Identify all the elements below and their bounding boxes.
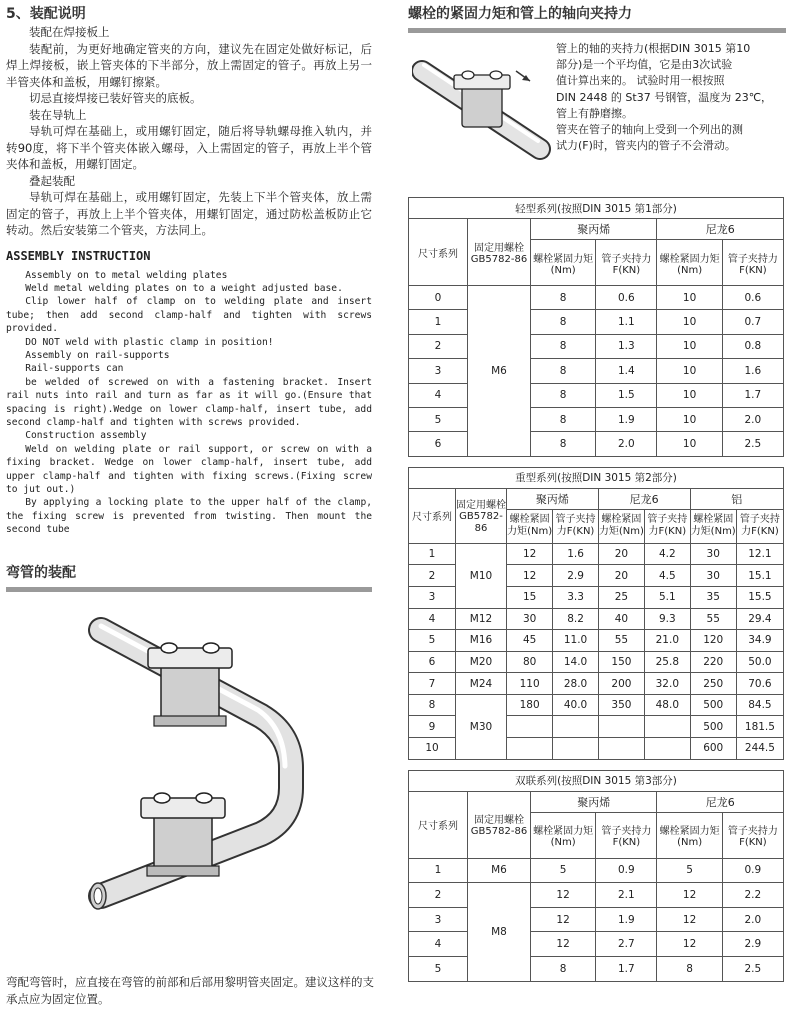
heavy-pp-torque: 12 <box>507 543 553 565</box>
section-rule <box>6 587 372 592</box>
light-pp-torque: 8 <box>531 286 596 310</box>
light-ny-force: 2.5 <box>722 432 783 456</box>
heavy-h-torque-3: 螺栓紧固力矩(Nm) <box>690 509 736 543</box>
light-ny-force: 0.6 <box>722 286 783 310</box>
en-para-6: Rail-supports can <box>25 363 124 375</box>
heavy-al-torque: 30 <box>690 565 736 587</box>
dual-size: 2 <box>409 883 468 908</box>
light-size: 2 <box>409 334 468 358</box>
heavy-pp-force: 14.0 <box>553 651 598 673</box>
heavy-ny-torque <box>598 738 644 760</box>
dual-pp-force: 1.7 <box>596 957 657 982</box>
table-row <box>409 543 784 565</box>
dual-size: 5 <box>409 957 468 982</box>
light-pp-force: 1.3 <box>596 334 657 358</box>
dual-pp-force: 0.9 <box>596 858 657 883</box>
intro-block <box>408 37 786 187</box>
light-h-bolt-label: 固定用螺栓 <box>474 242 524 254</box>
light-size: 4 <box>409 383 468 407</box>
cn-para-1: 装配在焊接板上 <box>29 25 110 39</box>
light-pp-torque: 8 <box>531 383 596 407</box>
intro-line-4: DIN 2448 的 St37 号钢管，温度为 23℃， <box>556 90 773 104</box>
heavy-bolt: M24 <box>456 673 507 695</box>
heavy-ny-torque: 40 <box>598 608 644 630</box>
table-row <box>409 334 784 358</box>
light-ny-torque: 10 <box>657 407 722 431</box>
heavy-al-force: 84.5 <box>736 694 783 716</box>
heavy-ny-force: 4.5 <box>645 565 690 587</box>
light-ny-torque: 10 <box>657 432 722 456</box>
heavy-ny-force: 25.8 <box>645 651 690 673</box>
light-pp-force: 1.1 <box>596 310 657 334</box>
dual-pp-torque: 12 <box>531 907 596 932</box>
dual-size: 4 <box>409 932 468 957</box>
en-para-1: Assembly on to metal welding plates <box>25 269 228 281</box>
table-row <box>409 432 784 456</box>
light-size: 1 <box>409 310 468 334</box>
en-title: ASSEMBLY INSTRUCTION <box>6 248 151 263</box>
dual-h-std: GB5782-86 <box>470 826 528 838</box>
table-row <box>409 310 784 334</box>
intro-line-7: 试力(F)时，管夹内的管子不会滑动。 <box>556 139 736 153</box>
heavy-g3: 铝 <box>690 488 783 509</box>
heavy-al-force: 50.0 <box>736 651 783 673</box>
table-row <box>409 883 784 908</box>
heavy-h-torque-2: 螺栓紧固力矩(Nm) <box>598 509 644 543</box>
heavy-size: 7 <box>409 673 456 695</box>
heavy-pp-torque: 80 <box>507 651 553 673</box>
light-pp-torque: 8 <box>531 334 596 358</box>
dual-ny-force: 0.9 <box>722 858 783 883</box>
light-caption: 轻型系列(按照DIN 3015 第1部分) <box>409 198 784 219</box>
heavy-size: 1 <box>409 543 456 565</box>
heavy-pp-force <box>553 716 598 738</box>
en-para-5: Assembly on rail-supports <box>25 349 170 361</box>
dual-ny-force: 2.9 <box>722 932 783 957</box>
en-para-2: Weld metal welding plates on to a weight adjusted base. <box>25 282 343 294</box>
en-para-10: By applying a locking plate to the upper half of the clamp, the fixing screw is prevented from twisting. Then mount the second tube <box>6 497 372 536</box>
heavy-g2: 尼龙6 <box>598 488 690 509</box>
intro-line-3: 值计算出来的。 试验时用一根按照 <box>556 74 725 88</box>
dual-h-torque-2: 螺栓紧固力矩(Nm) <box>657 812 722 858</box>
heavy-caption: 重型系列(按照DIN 3015 第2部分) <box>409 467 784 488</box>
heavy-ny-force <box>645 738 690 760</box>
heavy-h-bolt <box>456 488 507 543</box>
dual-size: 1 <box>409 858 468 883</box>
heavy-ny-force <box>645 716 690 738</box>
light-ny-force: 2.0 <box>722 407 783 431</box>
heavy-al-torque: 500 <box>690 716 736 738</box>
heavy-ny-torque: 150 <box>598 651 644 673</box>
heavy-h-force-2: 管子夹持力F(KN) <box>645 509 690 543</box>
light-pp-torque: 8 <box>531 407 596 431</box>
dual-ny-force: 2.0 <box>722 907 783 932</box>
heavy-pp-force: 28.0 <box>553 673 598 695</box>
en-para-8: Construction assembly <box>25 430 147 442</box>
heavy-size: 5 <box>409 630 456 652</box>
table-row <box>409 286 784 310</box>
heavy-pp-force: 40.0 <box>553 694 598 716</box>
heavy-g1: 聚丙烯 <box>507 488 599 509</box>
dual-h-bolt-label: 固定用螺栓 <box>474 815 524 827</box>
right-column <box>408 4 786 982</box>
intro-line-2: 部分)是一个平均值，它是由3次试验 <box>556 58 733 72</box>
dual-ny-torque: 8 <box>657 957 722 982</box>
table-row <box>409 932 784 957</box>
heavy-al-torque: 55 <box>690 608 736 630</box>
light-size: 5 <box>409 407 468 431</box>
table-row <box>409 858 784 883</box>
light-ny-force: 0.8 <box>722 334 783 358</box>
dual-ny-torque: 12 <box>657 907 722 932</box>
dual-h-bolt <box>468 791 531 858</box>
light-ny-force: 1.6 <box>722 359 783 383</box>
heavy-al-force: 181.5 <box>736 716 783 738</box>
heavy-pp-force: 8.2 <box>553 608 598 630</box>
heavy-al-torque: 30 <box>690 543 736 565</box>
dual-size: 3 <box>409 907 468 932</box>
heavy-pp-force: 11.0 <box>553 630 598 652</box>
light-h-std: GB5782-86 <box>470 253 528 265</box>
intro-line-5: 管上有静磨擦。 <box>556 106 633 120</box>
cn-para-2: 装配前，为更好地确定管夹的方向，建议先在固定处做好标记，后焊上焊接板，嵌上管夹体的下半部分，放上需固定的管子。再放上另一半管夹体和盖板，用螺钉擦紧。 <box>6 41 372 89</box>
heavy-al-force: 15.1 <box>736 565 783 587</box>
table-row <box>409 651 784 673</box>
heavy-bolt: M12 <box>456 608 507 630</box>
bend-paragraph: 弯配弯管时，应直接在弯管的前部和后部用黎明管夹固定。建议这样的支承点应为固定位置。 <box>6 975 374 1006</box>
light-pp-force: 1.4 <box>596 359 657 383</box>
lower-clamp <box>141 793 225 876</box>
dual-caption: 双联系列(按照DIN 3015 第3部分) <box>409 770 784 791</box>
heavy-ny-torque: 25 <box>598 586 644 608</box>
cn-para-5: 导轨可焊在基础上，或用螺钉固定，随后将导轨螺母推入轨内，并转90度，将下半个管夹体嵌入螺母，入上需固定的管子，再放上半个管夹体和盖板，用螺钉固定。 <box>6 124 372 171</box>
upper-clamp <box>148 643 232 726</box>
dual-h-size: 尺寸系列 <box>409 791 468 858</box>
light-size: 3 <box>409 359 468 383</box>
heavy-ny-torque: 350 <box>598 694 644 716</box>
dual-ny-torque: 12 <box>657 883 722 908</box>
section-title: 5、装配说明 <box>6 6 86 22</box>
heavy-pp-torque: 15 <box>507 586 553 608</box>
dual-pp-force: 2.1 <box>596 883 657 908</box>
intro-text <box>556 41 786 154</box>
heavy-bolt: M10 <box>456 543 507 608</box>
table-row <box>409 608 784 630</box>
dual-pp-force: 1.9 <box>596 907 657 932</box>
heavy-ny-force: 4.2 <box>645 543 690 565</box>
bend-title: 弯管的装配 <box>6 564 76 581</box>
intro-line-6: 管夹在管子的轴向上受到一个列出的测 <box>556 123 743 137</box>
heavy-al-torque: 250 <box>690 673 736 695</box>
en-para-3: Clip lower half of clamp on to welding plate and insert tube; then add second clamp-half and tighten with screws provided. <box>6 296 372 335</box>
dual-bolt: M8 <box>468 883 531 981</box>
heavy-h-std: GB5782-86 <box>459 511 503 535</box>
cn-para-4: 装在导轨上 <box>29 107 87 122</box>
heavy-al-torque: 600 <box>690 738 736 760</box>
heavy-bolt: M16 <box>456 630 507 652</box>
light-ny-torque: 10 <box>657 286 722 310</box>
left-column <box>6 4 372 918</box>
light-ny-torque: 10 <box>657 334 722 358</box>
heavy-bolt: M20 <box>456 651 507 673</box>
heavy-pp-force: 1.6 <box>553 543 598 565</box>
table-row <box>409 630 784 652</box>
heavy-pp-torque <box>507 738 553 760</box>
heavy-size: 8 <box>409 694 456 716</box>
light-ny-force: 1.7 <box>722 383 783 407</box>
heavy-al-torque: 35 <box>690 586 736 608</box>
cn-para-3: 切忌直接焊接已装好管夹的底板。 <box>29 91 202 105</box>
heavy-ny-torque: 20 <box>598 543 644 565</box>
heavy-ny-torque: 20 <box>598 565 644 587</box>
dual-ny-torque: 5 <box>657 858 722 883</box>
heavy-al-force: 244.5 <box>736 738 783 760</box>
heavy-h-size: 尺寸系列 <box>409 488 456 543</box>
heavy-ny-force: 9.3 <box>645 608 690 630</box>
light-pp-force: 1.5 <box>596 383 657 407</box>
cn-para-7: 导轨可焊在基础上，或用螺钉固定，先装上下半个管夹体，放上需固定的管子，再放上上半个管夹体，用螺钉固定，通过防松盖板防止它转动。然后安装第二个管夹，方法同上。 <box>6 190 372 237</box>
table-row <box>409 359 784 383</box>
dual-ny-force: 2.5 <box>722 957 783 982</box>
clamp-test-illustration <box>412 53 552 163</box>
heavy-ny-force: 5.1 <box>645 586 690 608</box>
dual-ny-force: 2.2 <box>722 883 783 908</box>
heavy-h-torque-1: 螺栓紧固力矩(Nm) <box>507 509 553 543</box>
heavy-size: 10 <box>409 738 456 760</box>
heavy-ny-force: 21.0 <box>645 630 690 652</box>
light-pp-force: 1.9 <box>596 407 657 431</box>
light-bolt: M6 <box>468 286 531 457</box>
heavy-pp-torque: 180 <box>507 694 553 716</box>
dual-pp-torque: 12 <box>531 883 596 908</box>
dual-g2: 尼龙6 <box>657 791 784 812</box>
heavy-al-force: 29.4 <box>736 608 783 630</box>
light-h-size: 尺寸系列 <box>409 219 468 286</box>
dual-pp-torque: 12 <box>531 932 596 957</box>
light-g1: 聚丙烯 <box>531 219 657 240</box>
dual-h-torque-1: 螺栓紧固力矩(Nm) <box>531 812 596 858</box>
heavy-ny-force: 48.0 <box>645 694 690 716</box>
heavy-size: 3 <box>409 586 456 608</box>
dual-h-force-2: 管子夹持力F(KN) <box>722 812 783 858</box>
dual-ny-torque: 12 <box>657 932 722 957</box>
heavy-al-force: 34.9 <box>736 630 783 652</box>
heavy-bolt: M30 <box>456 694 507 759</box>
intro-line-1: 管上的轴的夹持力(根据DIN 3015 第10 <box>556 42 751 55</box>
heavy-size: 2 <box>409 565 456 587</box>
light-pp-torque: 8 <box>531 310 596 334</box>
table-row <box>409 673 784 695</box>
heavy-pp-force <box>553 738 598 760</box>
heavy-ny-torque <box>598 716 644 738</box>
en-para-7: be welded of screwed on with a fastening bracket. Insert rail nuts into rail and turn as far as it will go.(Ensure that spacing is right).Wedge on lower clamp-half, insert tube, add second clamp-half and tighten with screws provided. <box>6 376 372 428</box>
heavy-size: 9 <box>409 716 456 738</box>
light-pp-torque: 8 <box>531 432 596 456</box>
light-size: 6 <box>409 432 468 456</box>
heavy-al-torque: 500 <box>690 694 736 716</box>
heavy-pp-force: 2.9 <box>553 565 598 587</box>
light-pp-force: 0.6 <box>596 286 657 310</box>
dual-pp-force: 2.7 <box>596 932 657 957</box>
heavy-size: 6 <box>409 651 456 673</box>
heavy-al-force: 15.5 <box>736 586 783 608</box>
heavy-ny-force: 32.0 <box>645 673 690 695</box>
heavy-series-table <box>408 467 784 760</box>
dual-pp-torque: 5 <box>531 858 596 883</box>
light-ny-torque: 10 <box>657 359 722 383</box>
heavy-pp-torque: 45 <box>507 630 553 652</box>
light-h-force-2: 管子夹持力F(KN) <box>722 240 783 286</box>
en-para-4: DO NOT weld with plastic clamp in position! <box>25 336 274 348</box>
heavy-h-force-3: 管子夹持力F(KN) <box>736 509 783 543</box>
heavy-ny-torque: 200 <box>598 673 644 695</box>
heavy-pp-torque <box>507 716 553 738</box>
light-ny-torque: 10 <box>657 383 722 407</box>
heavy-al-torque: 220 <box>690 651 736 673</box>
dual-h-force-1: 管子夹持力F(KN) <box>596 812 657 858</box>
heavy-h-force-1: 管子夹持力F(KN) <box>553 509 598 543</box>
heavy-pp-torque: 110 <box>507 673 553 695</box>
table-row <box>409 694 784 716</box>
light-ny-force: 0.7 <box>722 310 783 334</box>
bent-pipe-illustration <box>6 598 372 918</box>
heavy-ny-torque: 55 <box>598 630 644 652</box>
heavy-al-torque: 120 <box>690 630 736 652</box>
dual-g1: 聚丙烯 <box>531 791 657 812</box>
heavy-size: 4 <box>409 608 456 630</box>
dual-bolt: M6 <box>468 858 531 883</box>
light-h-force-1: 管子夹持力F(KN) <box>596 240 657 286</box>
light-h-torque-1: 螺栓紧固力矩(Nm) <box>531 240 596 286</box>
light-ny-torque: 10 <box>657 310 722 334</box>
table-row <box>409 383 784 407</box>
heavy-pp-force: 3.3 <box>553 586 598 608</box>
light-pp-force: 2.0 <box>596 432 657 456</box>
heavy-al-force: 12.1 <box>736 543 783 565</box>
light-size: 0 <box>409 286 468 310</box>
heavy-pp-torque: 30 <box>507 608 553 630</box>
table-row <box>409 407 784 431</box>
light-series-table <box>408 197 784 457</box>
table-row <box>409 957 784 982</box>
heavy-pp-torque: 12 <box>507 565 553 587</box>
light-h-torque-2: 螺栓紧固力矩(Nm) <box>657 240 722 286</box>
light-h-bolt <box>468 219 531 286</box>
right-rule <box>408 28 786 33</box>
light-pp-torque: 8 <box>531 359 596 383</box>
right-title: 螺栓的紧固力矩和管上的轴向夹持力 <box>408 6 632 22</box>
dual-pp-torque: 8 <box>531 957 596 982</box>
table-row <box>409 907 784 932</box>
light-g2: 尼龙6 <box>657 219 784 240</box>
heavy-al-force: 70.6 <box>736 673 783 695</box>
cn-para-6: 叠起装配 <box>29 173 75 188</box>
en-para-9: Weld on welding plate or rail support, or screw on with a fixing bracket. Wedge on lower clamp-half, insert tube, add upper clamp-half and tighten with fixing screws.(Fixing screw to jut out.) <box>6 443 372 495</box>
dual-series-table <box>408 770 784 982</box>
heavy-h-bolt-label: 固定用螺栓 <box>456 500 506 512</box>
